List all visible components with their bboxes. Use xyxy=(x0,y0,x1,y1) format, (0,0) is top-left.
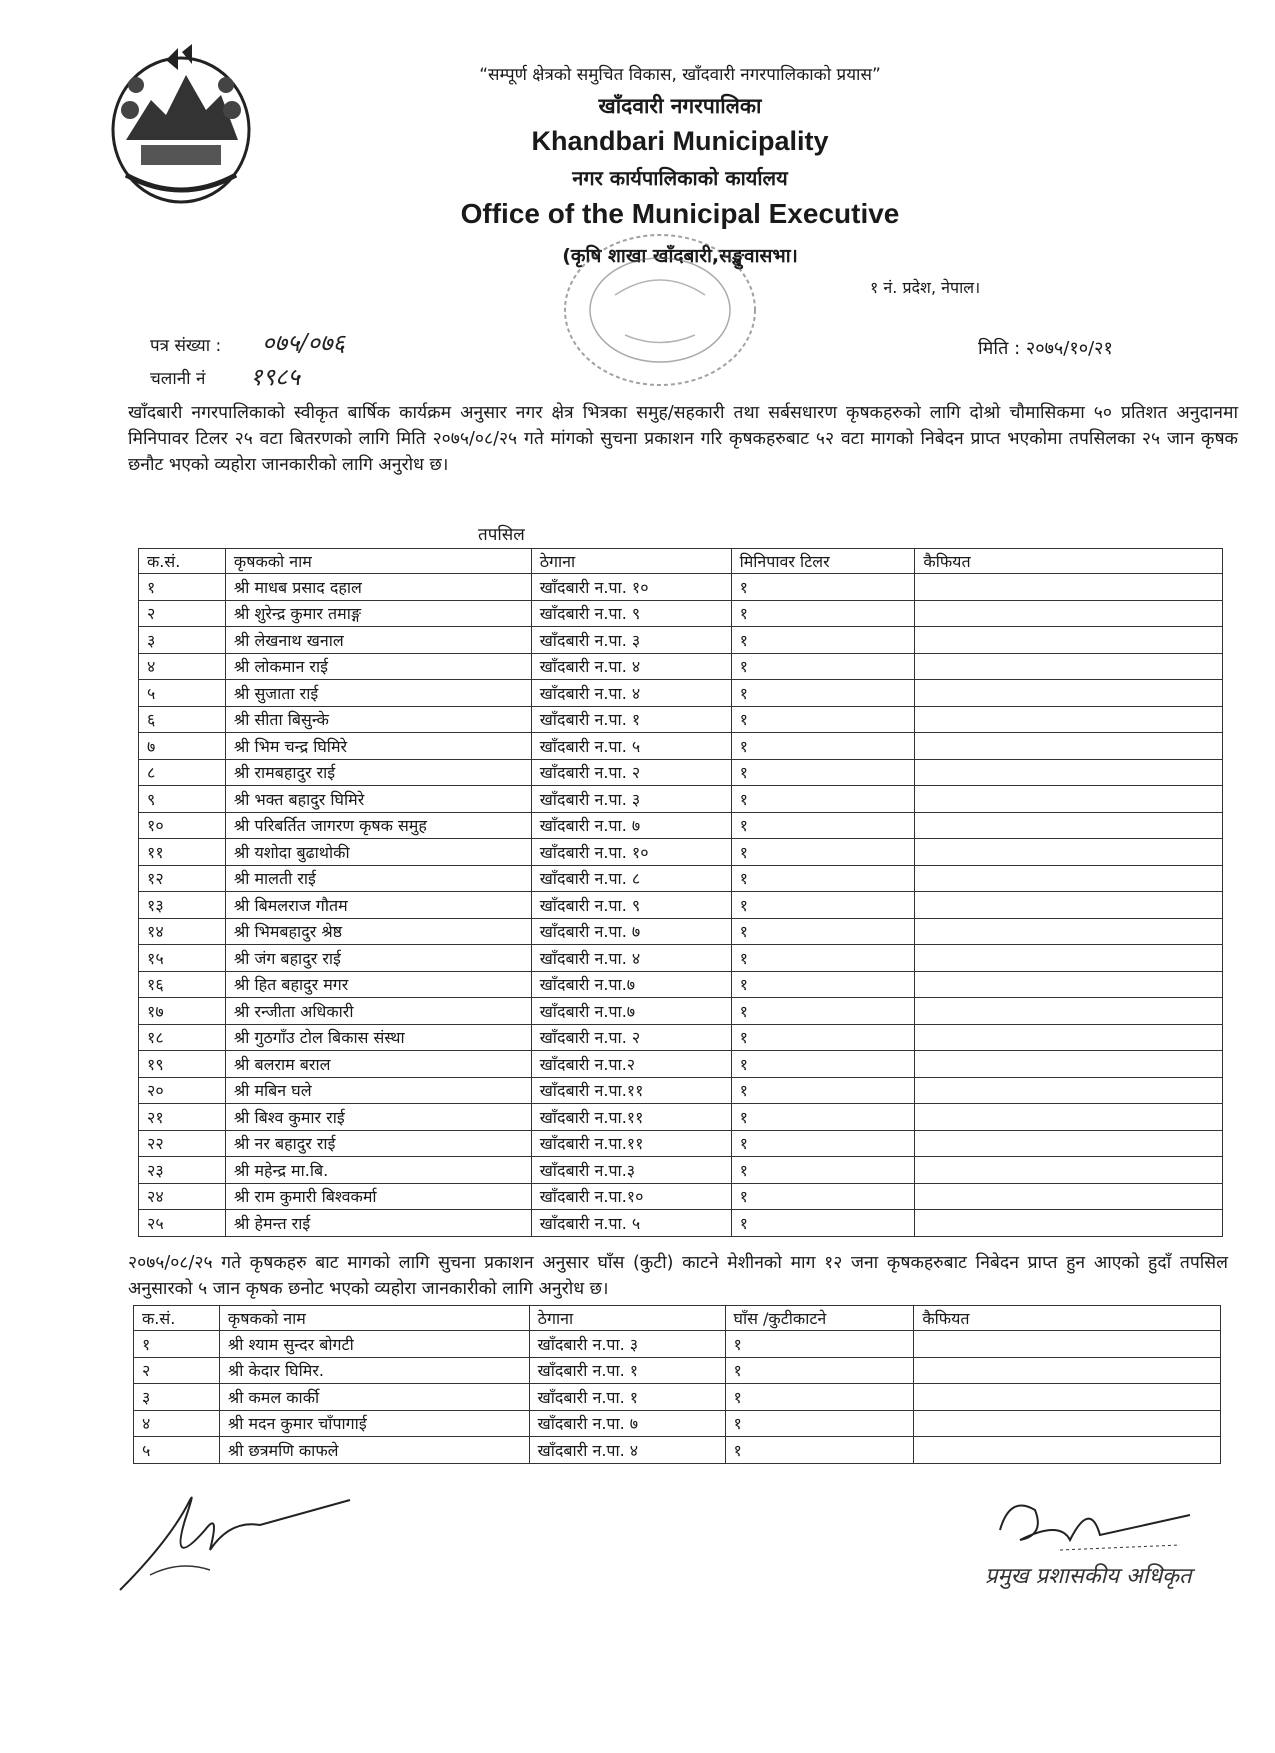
table-cell: श्री मालती राई xyxy=(225,865,531,892)
column-header: घाँस /कुटीकाटने xyxy=(725,1306,914,1331)
table-cell: श्री रन्जीता अधिकारी xyxy=(225,998,531,1025)
table-cell xyxy=(914,1357,1221,1384)
table-cell: श्री हेमन्त राई xyxy=(225,1210,531,1237)
table-cell: श्री माधब प्रसाद दहाल xyxy=(225,574,531,601)
table-cell: १ xyxy=(731,998,915,1025)
table-cell: १ xyxy=(731,600,915,627)
table-cell: ४ xyxy=(134,1410,220,1437)
signatory-title: प्रमुख प्रशासकीय अधिकृत xyxy=(985,1564,1192,1589)
table-cell: खाँदबारी न.पा.१० xyxy=(531,1183,731,1210)
table-row xyxy=(134,1331,1221,1358)
table-cell: १ xyxy=(725,1331,914,1358)
table-cell: खाँदबारी न.पा. १० xyxy=(531,574,731,601)
table-cell xyxy=(915,1183,1223,1210)
table-cell: ३ xyxy=(134,1384,220,1411)
table-cell: खाँदबारी न.पा. ४ xyxy=(531,653,731,680)
table-cell: श्री नर बहादुर राई xyxy=(225,1130,531,1157)
table-cell: १४ xyxy=(139,918,226,945)
table-cell xyxy=(915,1130,1223,1157)
table-row xyxy=(139,680,1223,707)
table-cell: २२ xyxy=(139,1130,226,1157)
branch-name: (कृषि शाखा खाँदबारी,सङ्खुवासभा। xyxy=(562,245,798,267)
table-cell: २४ xyxy=(139,1183,226,1210)
table-cell: १ xyxy=(731,971,915,998)
column-header: ठेगाना xyxy=(531,549,731,574)
table-cell xyxy=(914,1410,1221,1437)
table-cell: २ xyxy=(134,1357,220,1384)
table-cell: १९ xyxy=(139,1051,226,1078)
table-cell: ५ xyxy=(139,680,226,707)
table-cell: खाँदबारी न.पा.११ xyxy=(531,1077,731,1104)
table-cell: श्री शुरेन्द्र कुमार तमाङ्ग xyxy=(225,600,531,627)
table-cell: १ xyxy=(731,627,915,654)
table-cell: १ xyxy=(731,865,915,892)
table-cell: ६ xyxy=(139,706,226,733)
table-cell: २ xyxy=(139,600,226,627)
table-cell xyxy=(915,892,1223,919)
table-row xyxy=(139,1104,1223,1131)
table-cell: १ xyxy=(731,1051,915,1078)
table-cell: श्री बिमलराज गौतम xyxy=(225,892,531,919)
table-cell xyxy=(915,627,1223,654)
table-cell: ४ xyxy=(139,653,226,680)
table-cell: खाँदबारी न.पा. २ xyxy=(531,1024,731,1051)
tiller-recipients-table xyxy=(138,548,1223,1237)
table-cell xyxy=(915,733,1223,760)
table-cell: खाँदबारी न.पा. ३ xyxy=(529,1331,725,1358)
table-cell: खाँदबारी न.पा. ७ xyxy=(531,812,731,839)
table-cell: श्री लोकमान राई xyxy=(225,653,531,680)
table-cell: १ xyxy=(731,680,915,707)
table-cell: खाँदबारी न.पा.११ xyxy=(531,1104,731,1131)
municipality-name-nepali: खाँदवारी नगरपालिका xyxy=(598,94,762,118)
table-cell: १ xyxy=(731,918,915,945)
table-cell: श्री गुठगाँउ टोल बिकास संस्था xyxy=(225,1024,531,1051)
table-cell: १ xyxy=(731,1130,915,1157)
table-cell: १ xyxy=(731,653,915,680)
table-cell xyxy=(915,600,1223,627)
table-cell: खाँदबारी न.पा.३ xyxy=(531,1157,731,1184)
table-row xyxy=(139,653,1223,680)
column-header: ठेगाना xyxy=(529,1306,725,1331)
table-row xyxy=(139,892,1223,919)
table-row xyxy=(139,733,1223,760)
table-cell xyxy=(915,971,1223,998)
table-row xyxy=(134,1384,1221,1411)
letter-date: मिति : २०७५/१०/२१ xyxy=(978,338,1113,359)
table-cell: १५ xyxy=(139,945,226,972)
table-cell: १ xyxy=(725,1384,914,1411)
table-cell: खाँदबारी न.पा.७ xyxy=(531,998,731,1025)
table-row xyxy=(139,1183,1223,1210)
table-cell: ११ xyxy=(139,839,226,866)
table-row xyxy=(139,971,1223,998)
left-signature xyxy=(110,1480,360,1610)
table-cell: खाँदबारी न.पा.११ xyxy=(531,1130,731,1157)
table-row xyxy=(139,1130,1223,1157)
table-cell: २५ xyxy=(139,1210,226,1237)
nepal-emblem-logo xyxy=(106,40,256,210)
table-cell: १८ xyxy=(139,1024,226,1051)
table-cell xyxy=(914,1437,1221,1464)
table-cell xyxy=(915,706,1223,733)
office-name-english: Office of the Municipal Executive xyxy=(460,198,900,229)
table-cell: १ xyxy=(731,786,915,813)
table-cell xyxy=(915,1077,1223,1104)
table-row xyxy=(134,1437,1221,1464)
table-caption: तपसिल xyxy=(478,525,525,545)
table-row xyxy=(139,574,1223,601)
table-cell xyxy=(915,786,1223,813)
table-cell xyxy=(915,1051,1223,1078)
column-header: कृषकको नाम xyxy=(225,549,531,574)
table-cell: श्री कमल कार्की xyxy=(219,1384,529,1411)
table-cell: १२ xyxy=(139,865,226,892)
table-cell xyxy=(915,945,1223,972)
table-cell: श्री जंग बहादुर राई xyxy=(225,945,531,972)
table-cell: खाँदबारी न.पा. ३ xyxy=(531,627,731,654)
table-cell: श्री केदार घिमिर. xyxy=(219,1357,529,1384)
table-cell: खाँदबारी न.पा. ४ xyxy=(531,680,731,707)
table-cell: खाँदबारी न.पा. ५ xyxy=(531,1210,731,1237)
table-cell: खाँदबारी न.पा. ४ xyxy=(531,945,731,972)
table-cell: ९ xyxy=(139,786,226,813)
table-row xyxy=(139,998,1223,1025)
body-paragraph-2: २०७५/०८/२५ गते कृषकहरु बाट मागको लागि सुचना प्रकाशन अनुसार घाँस (कुटी) काटने मेशीनको माग १२ जना कृषकहरुबाट निबेदन प्राप्त हुन आएको हुदाँ तपसिल अनुसारको ५ जान कृषक छनोट भएको व्यहोरा जानकारीको लागि अनुरोध छ। xyxy=(128,1253,1228,1299)
office-stamp-seal xyxy=(555,225,765,395)
table-cell: १ xyxy=(731,1077,915,1104)
table-row xyxy=(139,918,1223,945)
table-cell: १ xyxy=(731,892,915,919)
table-cell xyxy=(915,918,1223,945)
municipality-name-english: Khandbari Municipality xyxy=(531,126,829,156)
table-cell: खाँदबारी न.पा. १० xyxy=(531,839,731,866)
table-cell: १ xyxy=(725,1357,914,1384)
table-cell: श्री रामबहादुर राई xyxy=(225,759,531,786)
letter-no-value: ०७५/०७६ xyxy=(262,329,345,357)
table-cell: खाँदबारी न.पा. ४ xyxy=(529,1437,725,1464)
table-cell: १ xyxy=(731,1157,915,1184)
body-paragraph-1: खाँदबारी नगरपालिकाको स्वीकृत बार्षिक कार्यक्रम अनुसार नगर क्षेत्र भित्रका समुह/सहकारी तथा सर्बसधारण कृषकहरुको लागि दोश्रो चौमासिकमा ५० प्रतिशत अनुदानमा मिनिपावर टिलर २५ वटा बितरणको लागि मिति २०७५/०८/२५ गते मांगको सुचना प्रकाशन गरि कृषकहरुबाट ५२ वटा मागको निबेदन प्राप्त भएकोमा तपसिलका २५ जान कृषक छनौट भएको व्यहोरा जानकारीको लागि अनुरोध छ। xyxy=(128,403,1238,475)
table-row xyxy=(139,1210,1223,1237)
table-cell xyxy=(915,680,1223,707)
column-header: कैफियत xyxy=(914,1306,1221,1331)
table-row xyxy=(139,759,1223,786)
table-cell: १ xyxy=(139,574,226,601)
table-row xyxy=(139,812,1223,839)
table-row xyxy=(139,1051,1223,1078)
table-cell: ५ xyxy=(134,1437,220,1464)
table-row xyxy=(139,1077,1223,1104)
table-cell: खाँदबारी न.पा. १ xyxy=(529,1384,725,1411)
table-cell: खाँदबारी न.पा.७ xyxy=(531,971,731,998)
table-cell xyxy=(915,574,1223,601)
table-row xyxy=(139,839,1223,866)
table-row xyxy=(139,1157,1223,1184)
table-cell: खाँदबारी न.पा. ८ xyxy=(531,865,731,892)
table-cell: १० xyxy=(139,812,226,839)
table-row xyxy=(139,600,1223,627)
table-cell xyxy=(915,1024,1223,1051)
table-cell xyxy=(915,812,1223,839)
table-cell: १ xyxy=(725,1410,914,1437)
table-cell: १ xyxy=(731,839,915,866)
table-cell: श्री मबिन घले xyxy=(225,1077,531,1104)
column-header: कृषकको नाम xyxy=(219,1306,529,1331)
table-cell: १ xyxy=(731,574,915,601)
grass-cutter-recipients-table xyxy=(133,1305,1221,1464)
table-cell: १६ xyxy=(139,971,226,998)
table-cell: श्री महेन्द्र मा.बि. xyxy=(225,1157,531,1184)
table-cell: ७ xyxy=(139,733,226,760)
table-cell: श्री सुजाता राई xyxy=(225,680,531,707)
column-header: कैफियत xyxy=(915,549,1223,574)
table-cell: श्री राम कुमारी बिश्वकर्मा xyxy=(225,1183,531,1210)
table-header-row xyxy=(139,549,1223,574)
table-cell: श्री भक्त बहादुर घिमिरे xyxy=(225,786,531,813)
table-cell: श्री भिम चन्द्र घिमिरे xyxy=(225,733,531,760)
table-cell: २१ xyxy=(139,1104,226,1131)
column-header: क.सं. xyxy=(134,1306,220,1331)
table-cell xyxy=(914,1384,1221,1411)
table-cell: श्री भिमबहादुर श्रेष्ठ xyxy=(225,918,531,945)
table-row xyxy=(139,786,1223,813)
column-header: मिनिपावर टिलर xyxy=(731,549,915,574)
table-cell xyxy=(914,1331,1221,1358)
table-cell: खाँदबारी न.पा. ७ xyxy=(529,1410,725,1437)
table-cell xyxy=(915,1104,1223,1131)
table-cell xyxy=(915,1157,1223,1184)
table-cell: श्री यशोदा बुढाथोकी xyxy=(225,839,531,866)
table-cell: ३ xyxy=(139,627,226,654)
table-cell: १ xyxy=(731,945,915,972)
dispatch-no-label: चलानी नं xyxy=(150,369,206,389)
table-cell: १ xyxy=(731,1183,915,1210)
table-row xyxy=(134,1357,1221,1384)
table-cell xyxy=(915,998,1223,1025)
table-cell: १ xyxy=(731,759,915,786)
province: १ नं. प्रदेश, नेपाल। xyxy=(870,278,981,297)
table-cell: खाँदबारी न.पा. १ xyxy=(529,1357,725,1384)
table-cell: १ xyxy=(725,1437,914,1464)
table-row xyxy=(139,865,1223,892)
table-cell: १ xyxy=(731,706,915,733)
table-cell: श्री मदन कुमार चाँपागाई xyxy=(219,1410,529,1437)
office-name-nepali: नगर कार्यपालिकाको कार्यालय xyxy=(572,166,788,190)
table-cell: २३ xyxy=(139,1157,226,1184)
table-cell: १ xyxy=(731,1104,915,1131)
table-row xyxy=(139,706,1223,733)
table-cell: खाँदबारी न.पा. ९ xyxy=(531,892,731,919)
table-cell: श्री छत्रमणि काफले xyxy=(219,1437,529,1464)
table-cell: खाँदबारी न.पा. २ xyxy=(531,759,731,786)
table-cell: १ xyxy=(731,733,915,760)
table-cell: श्री परिबर्तित जागरण कृषक समुह xyxy=(225,812,531,839)
table-cell xyxy=(915,653,1223,680)
table-cell xyxy=(915,865,1223,892)
table-cell: खाँदबारी न.पा. ५ xyxy=(531,733,731,760)
table-cell: १ xyxy=(731,1210,915,1237)
table-row xyxy=(139,1024,1223,1051)
table-cell: खाँदबारी न.पा. १ xyxy=(531,706,731,733)
table-cell: श्री सीता बिसुन्के xyxy=(225,706,531,733)
table-cell: १ xyxy=(731,812,915,839)
motto: “सम्पूर्ण क्षेत्रको समुचित विकास, खाँदवारी नगरपालिकाको प्रयास” xyxy=(479,65,881,85)
table-cell: श्री लेखनाथ खनाल xyxy=(225,627,531,654)
table-cell: श्री बलराम बराल xyxy=(225,1051,531,1078)
table-row xyxy=(139,945,1223,972)
table-cell: खाँदबारी न.पा. ९ xyxy=(531,600,731,627)
column-header: क.सं. xyxy=(139,549,226,574)
table-cell: २० xyxy=(139,1077,226,1104)
dispatch-no-value: १९८५ xyxy=(250,363,300,391)
table-cell: १ xyxy=(134,1331,220,1358)
table-header-row xyxy=(134,1306,1221,1331)
letter-no-label: पत्र संख्या : xyxy=(150,336,222,356)
table-cell: १७ xyxy=(139,998,226,1025)
table-cell xyxy=(915,839,1223,866)
table-cell: ८ xyxy=(139,759,226,786)
table-cell xyxy=(915,1210,1223,1237)
table-cell: १३ xyxy=(139,892,226,919)
table-row xyxy=(134,1410,1221,1437)
table-cell: खाँदबारी न.पा.२ xyxy=(531,1051,731,1078)
table-cell: खाँदबारी न.पा. ३ xyxy=(531,786,731,813)
table-cell xyxy=(915,759,1223,786)
right-signature xyxy=(980,1480,1210,1610)
table-cell: खाँदबारी न.पा. ७ xyxy=(531,918,731,945)
table-cell: श्री हित बहादुर मगर xyxy=(225,971,531,998)
table-row xyxy=(139,627,1223,654)
table-cell: श्री श्याम सुन्दर बोगटी xyxy=(219,1331,529,1358)
table-cell: श्री बिश्व कुमार राई xyxy=(225,1104,531,1131)
table-cell: १ xyxy=(731,1024,915,1051)
